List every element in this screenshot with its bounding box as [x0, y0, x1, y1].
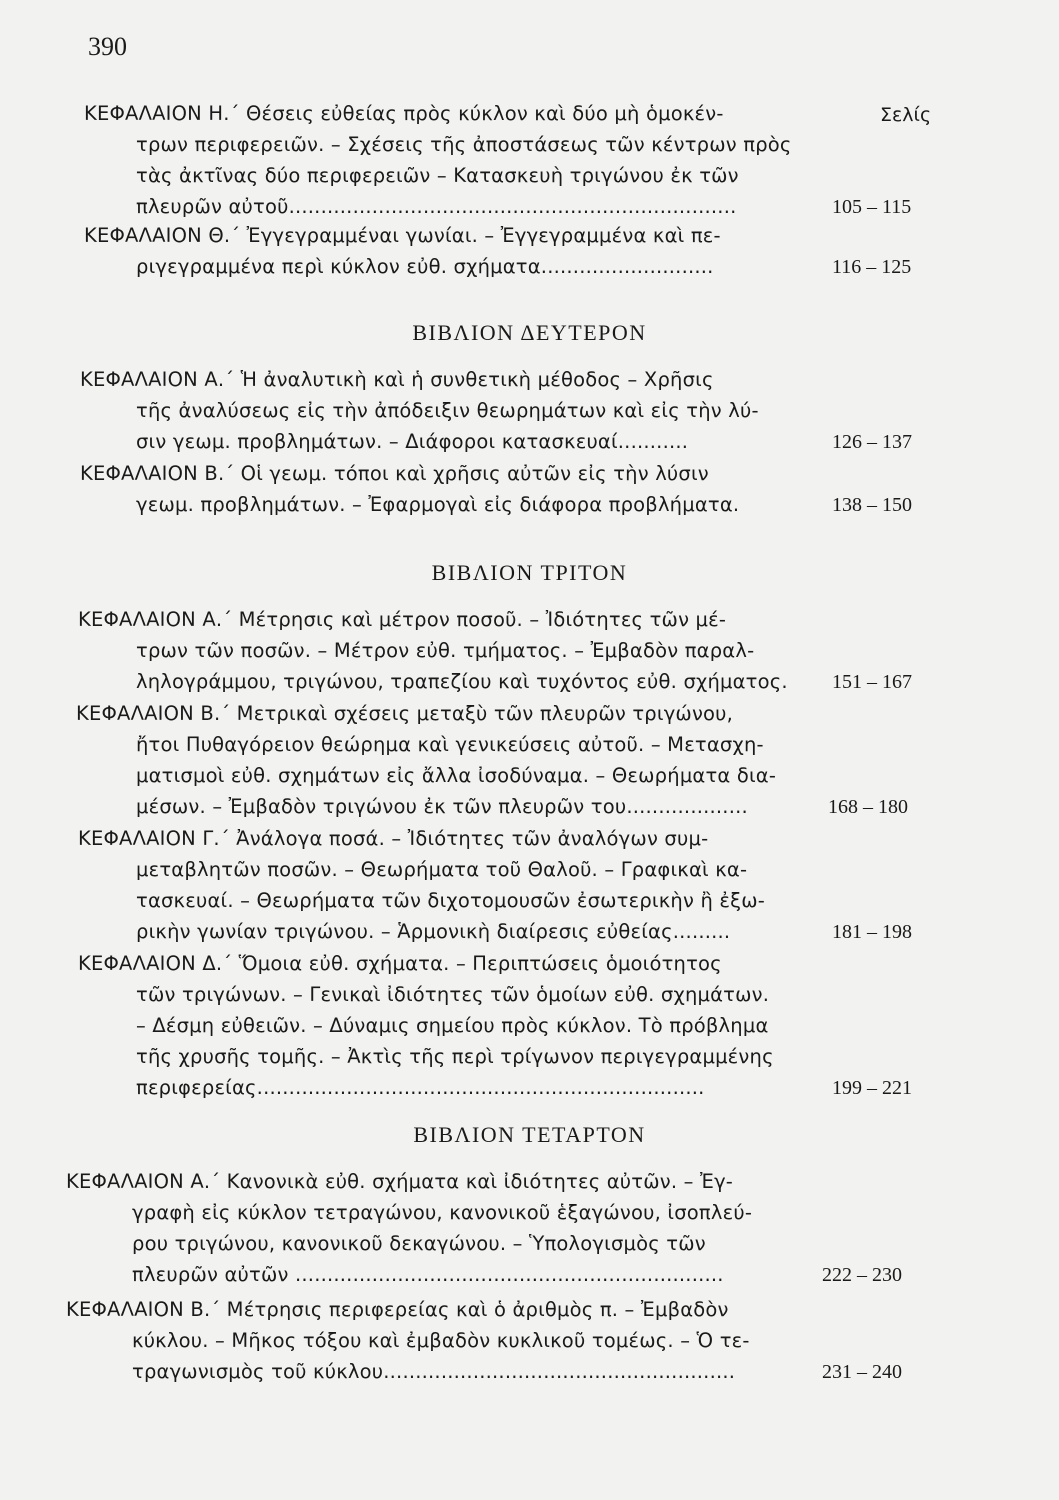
page-number: 390	[88, 32, 127, 61]
chapter-summary-line: μεταβλητῶν ποσῶν. – Θεωρήματα τοῦ Θαλοῦ. – Γραφικαὶ κα-	[136, 858, 748, 881]
book-heading: ΒΙΒΛΙΟΝ ΤΕΤΑΡΤΟΝ	[413, 1122, 646, 1147]
chapter-summary-line: ρικὴν γωνίαν τριγώνου. – Ἁρμονικὴ διαίρεσις εὐθείας.........	[136, 920, 731, 943]
chapter-title-line: ΚΕΦΑΛΑΙΟΝ Β.΄ Μετρικαὶ σχέσεις μεταξὺ τῶν πλευρῶν τριγώνου,	[76, 702, 734, 725]
chapter-summary-line: τασκευαί. – Θεωρήματα τῶν διχοτομουσῶν ἐσωτερικὴν ἢ ἐξω-	[136, 889, 765, 912]
chapter-summary-line: γεωμ. προβλημάτων. – Ἐφαρμογαὶ εἰς διάφορα προβλήματα.	[136, 493, 740, 516]
page-range: 231 – 240	[822, 1361, 902, 1383]
chapter-summary-line: τῆς χρυσῆς τομῆς. – Ἀκτὶς τῆς περὶ τρίγωνον περιγεγραμμένης	[136, 1045, 774, 1068]
chapter-summary-line: τρων τῶν ποσῶν. – Μέτρον εὐθ. τμήματος. – Ἐμβαδὸν παραλ-	[136, 639, 755, 662]
page-range: 222 – 230	[822, 1264, 902, 1286]
page-range: 105 – 115	[832, 196, 912, 218]
chapter-summary-line: τραγωνισμὸς τοῦ κύκλου.......................................................	[132, 1360, 736, 1383]
chapter-summary-line: πλευρῶν αὐτῶν ...................................................................	[132, 1263, 724, 1286]
page-range: 181 – 198	[832, 921, 912, 943]
chapter-title-line: ΚΕΦΑΛΑΙΟΝ Α.΄ Κανονικὰ εὐθ. σχήματα καὶ ἰδιότητες αὐτῶν. – Ἐγ-	[66, 1170, 734, 1193]
chapter-title-line: ΚΕΦΑΛΑΙΟΝ Δ.΄ Ὅμοια εὐθ. σχήματα. – Περιπτώσεις ὁμοιότητος	[78, 952, 722, 975]
chapter-summary-line: μέσων. – Ἐμβαδὸν τριγώνου ἐκ τῶν πλευρῶν του...................	[136, 795, 748, 818]
chapter-summary-line: τῶν τριγώνων. – Γενικαὶ ἰδιότητες τῶν ὁμοίων εὐθ. σχημάτων.	[136, 983, 770, 1006]
page-range: 116 – 125	[832, 256, 912, 278]
chapter-title-line: ΚΕΦΑΛΑΙΟΝ Α.΄ Ἡ ἀναλυτικὴ καὶ ἡ συνθετικὴ μέθοδος – Χρῆσις	[80, 368, 714, 391]
chapter-title-line: ΚΕΦΑΛΑΙΟΝ Η.΄ Θέσεις εὐθείας πρὸς κύκλον καὶ δύο μὴ ὁμοκέν-	[84, 102, 724, 125]
page-range: 168 – 180	[828, 796, 908, 818]
page-range: 151 – 167	[832, 671, 912, 693]
chapter-summary-line: κύκλου. – Μῆκος τόξου καὶ ἐμβαδὸν κυκλικοῦ τομέως. – Ὁ τε-	[132, 1329, 750, 1352]
chapter-title-line: ΚΕΦΑΛΑΙΟΝ Θ.΄ Ἐγγεγραμμέναι γωνίαι. – Ἐγγεγραμμένα καὶ πε-	[84, 224, 721, 247]
chapter-summary-line: σιν γεωμ. προβλημάτων. – Διάφοροι κατασκευαί...........	[136, 430, 689, 453]
chapter-summary-line: ἤτοι Πυθαγόρειον θεώρημα καὶ γενικεύσεις αὐτοῦ. – Μετασχη-	[136, 733, 764, 756]
chapter-title-line: ΚΕΦΑΛΑΙΟΝ Α.΄ Μέτρησις καὶ μέτρον ποσοῦ. – Ἰδιότητες τῶν μέ-	[78, 608, 727, 631]
chapter-summary-line: πλευρῶν αὐτοῦ......................................................................	[136, 195, 737, 218]
chapter-summary-line: γραφὴ εἰς κύκλον τετραγώνου, κανονικοῦ ἑξαγώνου, ἰσοπλεύ-	[132, 1201, 753, 1224]
page-range: 126 – 137	[832, 431, 912, 453]
chapter-summary-line: ματισμοὶ εὐθ. σχημάτων εἰς ἄλλα ἰσοδύναμα. – Θεωρήματα δια-	[136, 764, 777, 787]
book-heading: ΒΙΒΛΙΟΝ ΤΡΙΤΟΝ	[431, 560, 628, 585]
chapter-summary-line: ριγεγραμμένα περὶ κύκλον εὐθ. σχήματα...........................	[136, 255, 714, 278]
chapter-summary-line: τρων περιφερειῶν. – Σχέσεις τῆς ἀποστάσεως τῶν κέντρων πρὸς	[136, 133, 792, 156]
chapter-summary-line: τὰς ἀκτῖνας δύο περιφερειῶν – Κατασκευὴ τριγώνου ἐκ τῶν	[136, 164, 739, 187]
page-range: 199 – 221	[832, 1077, 912, 1099]
chapter-summary-line: τῆς ἀναλύσεως εἰς τὴν ἀπόδειξιν θεωρημάτων καὶ εἰς τὴν λύ-	[136, 399, 759, 422]
chapter-summary-line: ληλογράμμου, τριγώνου, τραπεζίου καὶ τυχόντος εὐθ. σχήματος.	[136, 670, 788, 693]
chapter-summary-line: περιφερείας......................................................................	[136, 1076, 705, 1099]
page-range: 138 – 150	[832, 494, 912, 516]
book-heading: ΒΙΒΛΙΟΝ ΔΕΥΤΕΡΟΝ	[412, 320, 647, 345]
chapter-title-line: ΚΕΦΑΛΑΙΟΝ Β.΄ Μέτρησις περιφερείας καὶ ὁ ἀριθμὸς π. – Ἐμβαδὸν	[66, 1298, 729, 1321]
pages-column-header: Σελίς	[880, 104, 932, 126]
chapter-title-line: ΚΕΦΑΛΑΙΟΝ Β.΄ Οἱ γεωμ. τόποι καὶ χρῆσις αὐτῶν εἰς τὴν λύσιν	[80, 462, 709, 485]
chapter-summary-line: ρου τριγώνου, κανονικοῦ δεκαγώνου. – Ὑπολογισμὸς τῶν	[132, 1232, 706, 1255]
chapter-summary-line: – Δέσμη εὐθειῶν. – Δύναμις σημείου πρὸς κύκλον. Τὸ πρόβλημα	[136, 1014, 769, 1037]
chapter-title-line: ΚΕΦΑΛΑΙΟΝ Γ.΄ Ἀνάλογα ποσά. – Ἰδιότητες τῶν ἀναλόγων συμ-	[78, 827, 709, 850]
